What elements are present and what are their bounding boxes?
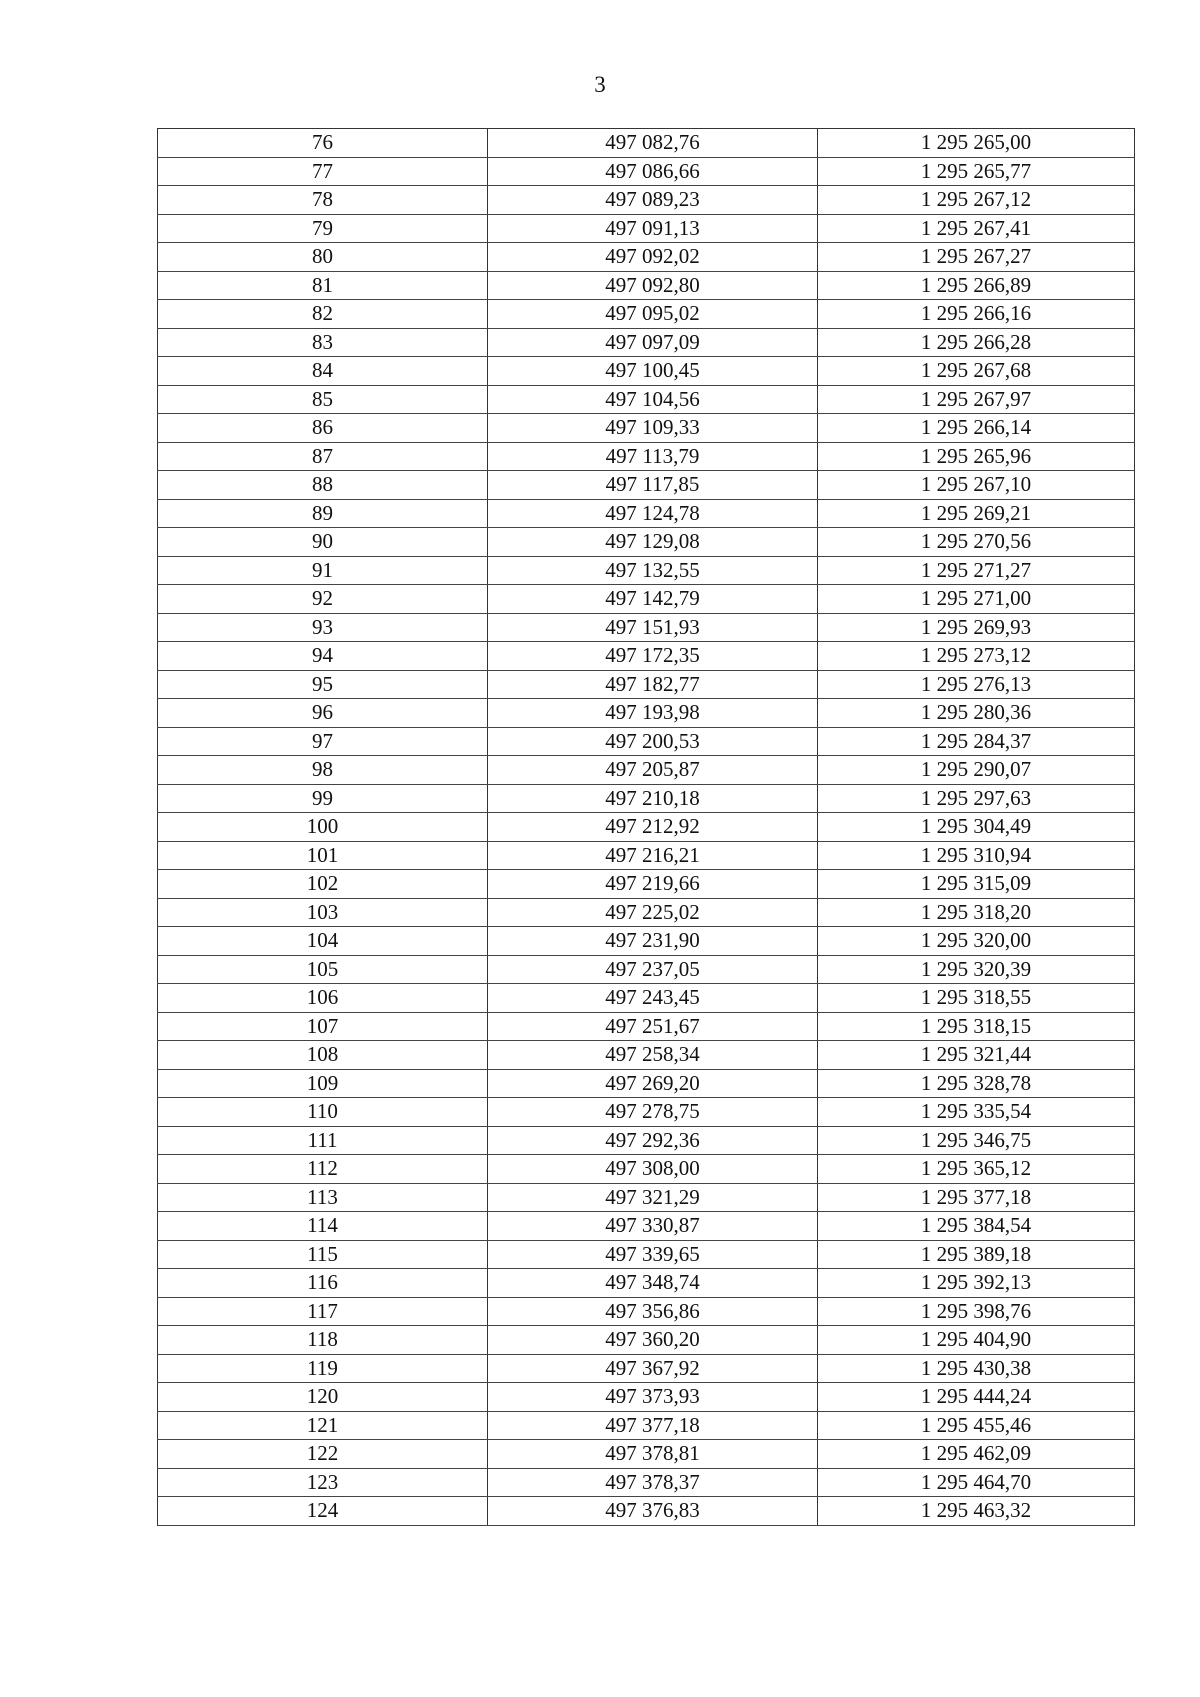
table-row: [158, 1440, 1135, 1469]
coordinate-x-cell: 497 082,76: [488, 129, 818, 158]
table-row: [158, 214, 1135, 243]
table-row: [158, 186, 1135, 215]
table-row: [158, 955, 1135, 984]
table-row: [158, 442, 1135, 471]
coordinate-y-cell: 1 295 269,21: [818, 499, 1135, 528]
point-number-cell: 106: [158, 984, 488, 1013]
table-row: [158, 471, 1135, 500]
table-row: [158, 271, 1135, 300]
coordinate-y-cell: 1 295 280,36: [818, 699, 1135, 728]
coordinate-y-cell: 1 295 320,39: [818, 955, 1135, 984]
coordinate-x-cell: 497 231,90: [488, 927, 818, 956]
table-row: [158, 1354, 1135, 1383]
coordinate-y-cell: 1 295 335,54: [818, 1098, 1135, 1127]
coordinate-x-cell: 497 378,81: [488, 1440, 818, 1469]
coordinate-y-cell: 1 295 318,20: [818, 898, 1135, 927]
coordinate-y-cell: 1 295 271,27: [818, 556, 1135, 585]
point-number-cell: 113: [158, 1183, 488, 1212]
coordinates-table: [157, 128, 1135, 1526]
coordinate-y-cell: 1 295 321,44: [818, 1041, 1135, 1070]
coordinate-y-cell: 1 295 389,18: [818, 1240, 1135, 1269]
point-number-cell: 124: [158, 1497, 488, 1526]
table-row: [158, 1297, 1135, 1326]
coordinate-y-cell: 1 295 404,90: [818, 1326, 1135, 1355]
table-row: [158, 1155, 1135, 1184]
coordinate-y-cell: 1 295 310,94: [818, 841, 1135, 870]
coordinate-x-cell: 497 237,05: [488, 955, 818, 984]
coordinate-x-cell: 497 092,80: [488, 271, 818, 300]
table-row: [158, 1183, 1135, 1212]
table-row: [158, 927, 1135, 956]
point-number-cell: 96: [158, 699, 488, 728]
point-number-cell: 81: [158, 271, 488, 300]
coordinate-x-cell: 497 132,55: [488, 556, 818, 585]
table-row: [158, 129, 1135, 158]
point-number-cell: 123: [158, 1468, 488, 1497]
coordinate-y-cell: 1 295 265,77: [818, 157, 1135, 186]
table-row: [158, 784, 1135, 813]
point-number-cell: 92: [158, 585, 488, 614]
table-row: [158, 1468, 1135, 1497]
point-number-cell: 87: [158, 442, 488, 471]
coordinate-x-cell: 497 348,74: [488, 1269, 818, 1298]
point-number-cell: 78: [158, 186, 488, 215]
table-row: [158, 1497, 1135, 1526]
coordinate-y-cell: 1 295 462,09: [818, 1440, 1135, 1469]
coordinate-x-cell: 497 258,34: [488, 1041, 818, 1070]
table-row: [158, 984, 1135, 1013]
table-row: [158, 528, 1135, 557]
coordinate-x-cell: 497 330,87: [488, 1212, 818, 1241]
point-number-cell: 122: [158, 1440, 488, 1469]
coordinate-y-cell: 1 295 346,75: [818, 1126, 1135, 1155]
coordinate-x-cell: 497 360,20: [488, 1326, 818, 1355]
point-number-cell: 86: [158, 414, 488, 443]
point-number-cell: 83: [158, 328, 488, 357]
coordinate-y-cell: 1 295 276,13: [818, 670, 1135, 699]
coordinate-y-cell: 1 295 318,55: [818, 984, 1135, 1013]
coordinate-y-cell: 1 295 266,16: [818, 300, 1135, 329]
point-number-cell: 117: [158, 1297, 488, 1326]
point-number-cell: 111: [158, 1126, 488, 1155]
point-number-cell: 97: [158, 727, 488, 756]
table-row: [158, 870, 1135, 899]
coordinate-y-cell: 1 295 267,97: [818, 385, 1135, 414]
coordinate-y-cell: 1 295 267,27: [818, 243, 1135, 272]
point-number-cell: 116: [158, 1269, 488, 1298]
coordinate-x-cell: 497 129,08: [488, 528, 818, 557]
coordinate-x-cell: 497 308,00: [488, 1155, 818, 1184]
point-number-cell: 120: [158, 1383, 488, 1412]
point-number-cell: 112: [158, 1155, 488, 1184]
coordinate-x-cell: 497 378,37: [488, 1468, 818, 1497]
table-row: [158, 357, 1135, 386]
point-number-cell: 88: [158, 471, 488, 500]
coordinate-x-cell: 497 219,66: [488, 870, 818, 899]
coordinate-y-cell: 1 295 273,12: [818, 642, 1135, 671]
point-number-cell: 109: [158, 1069, 488, 1098]
point-number-cell: 85: [158, 385, 488, 414]
coordinate-y-cell: 1 295 455,46: [818, 1411, 1135, 1440]
coordinate-y-cell: 1 295 271,00: [818, 585, 1135, 614]
point-number-cell: 115: [158, 1240, 488, 1269]
coordinate-x-cell: 497 100,45: [488, 357, 818, 386]
table-row: [158, 1041, 1135, 1070]
point-number-cell: 118: [158, 1326, 488, 1355]
table-row: [158, 1098, 1135, 1127]
point-number-cell: 84: [158, 357, 488, 386]
point-number-cell: 99: [158, 784, 488, 813]
coordinate-x-cell: 497 373,93: [488, 1383, 818, 1412]
coordinate-x-cell: 497 113,79: [488, 442, 818, 471]
table-row: [158, 1383, 1135, 1412]
coordinate-x-cell: 497 182,77: [488, 670, 818, 699]
coordinate-x-cell: 497 142,79: [488, 585, 818, 614]
point-number-cell: 95: [158, 670, 488, 699]
coordinate-x-cell: 497 210,18: [488, 784, 818, 813]
coordinate-y-cell: 1 295 444,24: [818, 1383, 1135, 1412]
coordinate-y-cell: 1 295 266,89: [818, 271, 1135, 300]
coordinate-x-cell: 497 251,67: [488, 1012, 818, 1041]
coordinate-x-cell: 497 243,45: [488, 984, 818, 1013]
table-row: [158, 898, 1135, 927]
point-number-cell: 77: [158, 157, 488, 186]
coordinate-y-cell: 1 295 464,70: [818, 1468, 1135, 1497]
coordinate-x-cell: 497 339,65: [488, 1240, 818, 1269]
point-number-cell: 121: [158, 1411, 488, 1440]
point-number-cell: 82: [158, 300, 488, 329]
point-number-cell: 76: [158, 129, 488, 158]
coordinate-x-cell: 497 216,21: [488, 841, 818, 870]
point-number-cell: 108: [158, 1041, 488, 1070]
table-row: [158, 243, 1135, 272]
table-row: [158, 1012, 1135, 1041]
coordinate-y-cell: 1 295 267,68: [818, 357, 1135, 386]
coordinate-x-cell: 497 086,66: [488, 157, 818, 186]
coordinate-y-cell: 1 295 297,63: [818, 784, 1135, 813]
coordinate-x-cell: 497 124,78: [488, 499, 818, 528]
point-number-cell: 89: [158, 499, 488, 528]
coordinate-y-cell: 1 295 384,54: [818, 1212, 1135, 1241]
point-number-cell: 101: [158, 841, 488, 870]
table-row: [158, 328, 1135, 357]
table-row: [158, 613, 1135, 642]
point-number-cell: 105: [158, 955, 488, 984]
point-number-cell: 98: [158, 756, 488, 785]
coordinate-y-cell: 1 295 265,00: [818, 129, 1135, 158]
table-row: [158, 1126, 1135, 1155]
coordinate-x-cell: 497 200,53: [488, 727, 818, 756]
point-number-cell: 107: [158, 1012, 488, 1041]
coordinate-y-cell: 1 295 267,10: [818, 471, 1135, 500]
coordinate-y-cell: 1 295 315,09: [818, 870, 1135, 899]
coordinate-x-cell: 497 367,92: [488, 1354, 818, 1383]
coordinate-y-cell: 1 295 430,38: [818, 1354, 1135, 1383]
coordinate-y-cell: 1 295 267,12: [818, 186, 1135, 215]
point-number-cell: 119: [158, 1354, 488, 1383]
coordinate-x-cell: 497 089,23: [488, 186, 818, 215]
coordinate-x-cell: 497 117,85: [488, 471, 818, 500]
table-row: [158, 414, 1135, 443]
point-number-cell: 103: [158, 898, 488, 927]
table-row: [158, 499, 1135, 528]
point-number-cell: 93: [158, 613, 488, 642]
table-row: [158, 813, 1135, 842]
table-row: [158, 756, 1135, 785]
table-row: [158, 1269, 1135, 1298]
coordinate-x-cell: 497 104,56: [488, 385, 818, 414]
coordinate-x-cell: 497 292,36: [488, 1126, 818, 1155]
coordinate-y-cell: 1 295 266,28: [818, 328, 1135, 357]
point-number-cell: 100: [158, 813, 488, 842]
table-row: [158, 841, 1135, 870]
coordinate-y-cell: 1 295 365,12: [818, 1155, 1135, 1184]
table-row: [158, 300, 1135, 329]
coordinate-y-cell: 1 295 320,00: [818, 927, 1135, 956]
coordinate-x-cell: 497 269,20: [488, 1069, 818, 1098]
point-number-cell: 110: [158, 1098, 488, 1127]
point-number-cell: 94: [158, 642, 488, 671]
coordinate-x-cell: 497 377,18: [488, 1411, 818, 1440]
table-row: [158, 556, 1135, 585]
coordinate-y-cell: 1 295 284,37: [818, 727, 1135, 756]
coordinate-y-cell: 1 295 398,76: [818, 1297, 1135, 1326]
table-row: [158, 1411, 1135, 1440]
coordinate-x-cell: 497 092,02: [488, 243, 818, 272]
coordinate-x-cell: 497 356,86: [488, 1297, 818, 1326]
coordinate-y-cell: 1 295 267,41: [818, 214, 1135, 243]
coordinate-x-cell: 497 091,13: [488, 214, 818, 243]
coordinate-x-cell: 497 097,09: [488, 328, 818, 357]
table-row: [158, 385, 1135, 414]
coordinate-x-cell: 497 095,02: [488, 300, 818, 329]
coordinate-y-cell: 1 295 328,78: [818, 1069, 1135, 1098]
coordinate-y-cell: 1 295 463,32: [818, 1497, 1135, 1526]
table-row: [158, 1069, 1135, 1098]
coordinate-x-cell: 497 376,83: [488, 1497, 818, 1526]
coordinate-x-cell: 497 278,75: [488, 1098, 818, 1127]
coordinate-y-cell: 1 295 290,07: [818, 756, 1135, 785]
coordinate-x-cell: 497 225,02: [488, 898, 818, 927]
table-row: [158, 670, 1135, 699]
coordinate-y-cell: 1 295 304,49: [818, 813, 1135, 842]
table-row: [158, 1326, 1135, 1355]
point-number-cell: 114: [158, 1212, 488, 1241]
point-number-cell: 102: [158, 870, 488, 899]
coordinate-y-cell: 1 295 265,96: [818, 442, 1135, 471]
coordinate-y-cell: 1 295 377,18: [818, 1183, 1135, 1212]
point-number-cell: 91: [158, 556, 488, 585]
page-number: 3: [594, 72, 606, 97]
coordinate-x-cell: 497 109,33: [488, 414, 818, 443]
coordinate-y-cell: 1 295 269,93: [818, 613, 1135, 642]
coordinate-x-cell: 497 205,87: [488, 756, 818, 785]
coordinate-y-cell: 1 295 266,14: [818, 414, 1135, 443]
table-row: [158, 727, 1135, 756]
table-row: [158, 642, 1135, 671]
table-row: [158, 699, 1135, 728]
point-number-cell: 79: [158, 214, 488, 243]
coordinate-y-cell: 1 295 392,13: [818, 1269, 1135, 1298]
coordinate-y-cell: 1 295 318,15: [818, 1012, 1135, 1041]
coordinate-x-cell: 497 212,92: [488, 813, 818, 842]
coordinates-table-body: [158, 129, 1135, 1526]
coordinate-x-cell: 497 151,93: [488, 613, 818, 642]
table-row: [158, 585, 1135, 614]
coordinate-x-cell: 497 321,29: [488, 1183, 818, 1212]
table-row: [158, 157, 1135, 186]
table-row: [158, 1240, 1135, 1269]
point-number-cell: 104: [158, 927, 488, 956]
coordinate-y-cell: 1 295 270,56: [818, 528, 1135, 557]
coordinate-x-cell: 497 193,98: [488, 699, 818, 728]
point-number-cell: 80: [158, 243, 488, 272]
table-row: [158, 1212, 1135, 1241]
point-number-cell: 90: [158, 528, 488, 557]
coordinate-x-cell: 497 172,35: [488, 642, 818, 671]
